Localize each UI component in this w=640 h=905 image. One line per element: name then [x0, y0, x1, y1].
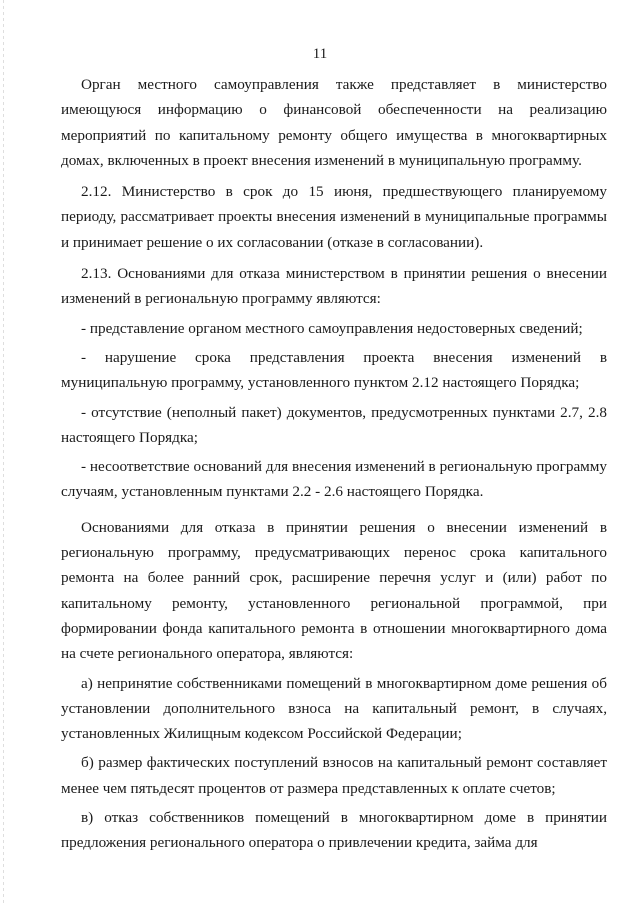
document-body: [61, 72, 607, 856]
paragraph-refusal-grounds: Основаниями для отказа в принятии решения о внесении изменений в региональную программу, предусматривающих перенос срока капитального ремонта на более ранний срок, расширение перечня услуг и (или) работ по капитальному ремонту, установленного региональной программой, при формировании фонда капитального ремонта в отношении многоквартирного дома на счете регионального оператора, являются:: [61, 518, 607, 663]
list-item-c: в) отказ собственников помещений в многоквартирном доме в принятии предложения регионального оператора о привлечении кредита, займа для: [61, 809, 607, 852]
list-item-a: а) непринятие собственниками помещений в многоквартирном доме решения об установлении дополнительного взноса на капитальный ремонт, в случаях, установленных Жилищным кодексом Российской Федерации;: [61, 674, 607, 743]
list-item-deadline-violation: - нарушение срока представления проекта внесения изменений в муниципальную программу, установленного пунктом 2.12 настоящего Порядка;: [61, 348, 607, 392]
list-item-b: б) размер фактических поступлений взносов на капитальный ремонт составляет менее чем пятьдесят процентов от размера представленных к оплате счетов;: [61, 754, 607, 797]
list-item-false-data: - представление органом местного самоуправления недостоверных сведений;: [81, 319, 583, 337]
page-number: 11: [312, 46, 328, 62]
scan-edge-mark: [3, 0, 4, 905]
paragraph-2-13: 2.13. Основаниями для отказа министерством в принятии решения о внесении изменений в региональную программу являются:: [61, 265, 607, 308]
paragraph-municipal-info: Орган местного самоуправления также представляет в министерство имеющуюся информацию о финансовой обеспеченности на реализацию мероприятий по капитальному ремонту общего имущества в многоквартирных домах, включенных в проект внесения изменений в муниципальную программу.: [61, 76, 607, 169]
list-item-missing-documents: - отсутствие (неполный пакет) документов, предусмотренных пунктами 2.7, 2.8 настоящего Порядка;: [61, 403, 607, 446]
list-item-grounds-mismatch: - несоответствие оснований для внесения изменений в региональную программу случаям, установленным пунктами 2.2 - 2.6 настоящего Порядка.: [61, 458, 607, 501]
paragraph-2-12: 2.12. Министерство в срок до 15 июня, предшествующего планируемому периоду, рассматривает проекты внесения изменений в муниципальные программы и принимает решение о их согласовании (отказе в согласовании).: [61, 183, 607, 251]
